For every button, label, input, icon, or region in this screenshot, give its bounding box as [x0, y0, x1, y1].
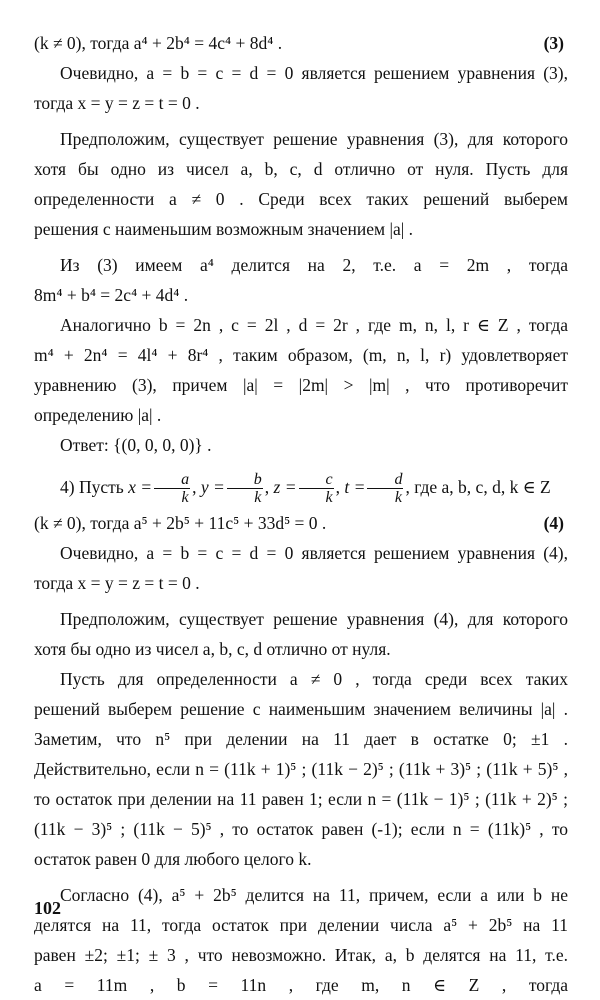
text-line: тогда x = y = z = t = 0 .	[34, 573, 200, 593]
fraction-numerator: b	[227, 472, 263, 489]
fraction-lhs: z =	[273, 477, 297, 497]
fraction-lhs: x =	[128, 477, 153, 497]
equation-number: (3)	[543, 33, 564, 53]
text-line: делятся на 11, тогда остаток при делении числа a⁵ + 2b⁵ на 11	[34, 915, 568, 935]
text-line: Очевидно, a = b = c = d = 0 является решением уравнения (3),	[60, 63, 568, 83]
fraction-numerator: c	[299, 472, 334, 489]
text-line: m⁴ + 2n⁴ = 4l⁴ + 8r⁴ , таким образом, (m, n, l, r) удовлетворяет	[34, 345, 568, 365]
text-line: Из (3) имеем a⁴ делится на 2, т.е. a = 2m , тогда	[60, 255, 568, 275]
text-line	[34, 28, 568, 58]
text-line: Аналогично b = 2n , c = 2l , d = 2r , где m, n, l, r ∈ Z , тогда	[60, 315, 568, 335]
text-line: a = 11m , b = 11n , где m, n ∈ Z , тогда	[34, 975, 568, 995]
fraction-denominator: k	[394, 488, 402, 506]
text-line: Заметим, что n⁵ при делении на 11 дает в остатке 0; ±1 .	[34, 729, 568, 749]
fraction-lhs: y =	[200, 477, 225, 497]
text-line	[34, 508, 568, 538]
text-line: хотя бы одно из чисел a, b, c, d отлично от нуля. Пусть для	[34, 159, 568, 179]
text-line: остаток равен 0 для любого целого k.	[34, 849, 312, 869]
text-line: хотя бы одно из чисел a, b, c, d отлично от нуля.	[34, 639, 391, 659]
text-line: уравнению (3), причем |a| = |2m| > |m| , что противоречит	[34, 375, 568, 395]
text-line: Очевидно, a = b = c = d = 0 является решением уравнения (4),	[60, 543, 568, 563]
text-line: Предположим, существует решение уравнения (4), для которого	[60, 609, 568, 629]
text-line: равен ±2; ±1; ± 3 , что невозможно. Итак, a, b делятся на 11, т.е.	[34, 945, 568, 965]
page-number: 102	[34, 898, 61, 918]
line-text: (k ≠ 0), тогда a⁵ + 2b⁵ + 11c⁵ + 33d⁵ = 0 .	[34, 513, 327, 533]
text-line: Согласно (4), a⁵ + 2b⁵ делится на 11, причем, если a или b не	[60, 885, 568, 905]
answer-line: Ответ: {(0, 0, 0, 0)} .	[60, 435, 212, 455]
fraction-denominator: k	[254, 488, 262, 506]
text-line: определенности a ≠ 0 . Среди всех таких решений выберем	[34, 189, 568, 209]
text-line: определению |a| .	[34, 405, 162, 425]
page-body	[34, 28, 568, 1000]
text-line: 8m⁴ + b⁴ = 2c⁴ + 4d⁴ .	[34, 285, 189, 305]
text-line: Предположим, существует решение уравнения (3), для которого	[60, 129, 568, 149]
text-line-fractions: 4) Пусть x = $\frac{a}{k}$ , y = $\frac{b}{k}$ , z = $\frac{c}{k}$ , t = $\frac{d}{k}$ , где a, b, c, d, k ∈ Z	[60, 470, 551, 506]
line-text: , где a, b, c, d, k ∈ Z	[405, 477, 551, 497]
equation-number: (4)	[543, 513, 564, 533]
text-line: то остаток при делении на 11 равен 1; если n = (11k − 1)⁵ ; (11k + 2)⁵ ;	[34, 789, 568, 809]
fraction	[154, 472, 190, 506]
fraction	[367, 472, 403, 506]
fraction-denominator: k	[325, 488, 333, 506]
text-line: Действительно, если n = (11k + 1)⁵ ; (11k − 2)⁵ ; (11k + 3)⁵ ; (11k + 5)⁵ ,	[34, 759, 568, 779]
fraction	[227, 472, 263, 506]
text-line: тогда x = y = z = t = 0 .	[34, 93, 200, 113]
fraction-denominator: k	[181, 488, 189, 506]
text-line: решения с наименьшим возможным значением |a| .	[34, 219, 414, 239]
line-text: (k ≠ 0), тогда a⁴ + 2b⁴ = 4c⁴ + 8d⁴ .	[34, 33, 283, 53]
fraction	[299, 472, 334, 506]
fraction-numerator: a	[154, 472, 190, 489]
text-line: Пусть для определенности a ≠ 0 , тогда среди всех таких	[60, 669, 568, 689]
fraction-lhs: t =	[344, 477, 366, 497]
line-text: 4) Пусть	[60, 477, 124, 497]
fraction-numerator: d	[367, 472, 403, 489]
text-line: (11k − 3)⁵ ; (11k − 5)⁵ , то остаток равен (-1); если n = (11k)⁵ , то	[34, 819, 568, 839]
text-line: решений выберем решение с наименьшим значением величины |a| .	[34, 699, 568, 719]
